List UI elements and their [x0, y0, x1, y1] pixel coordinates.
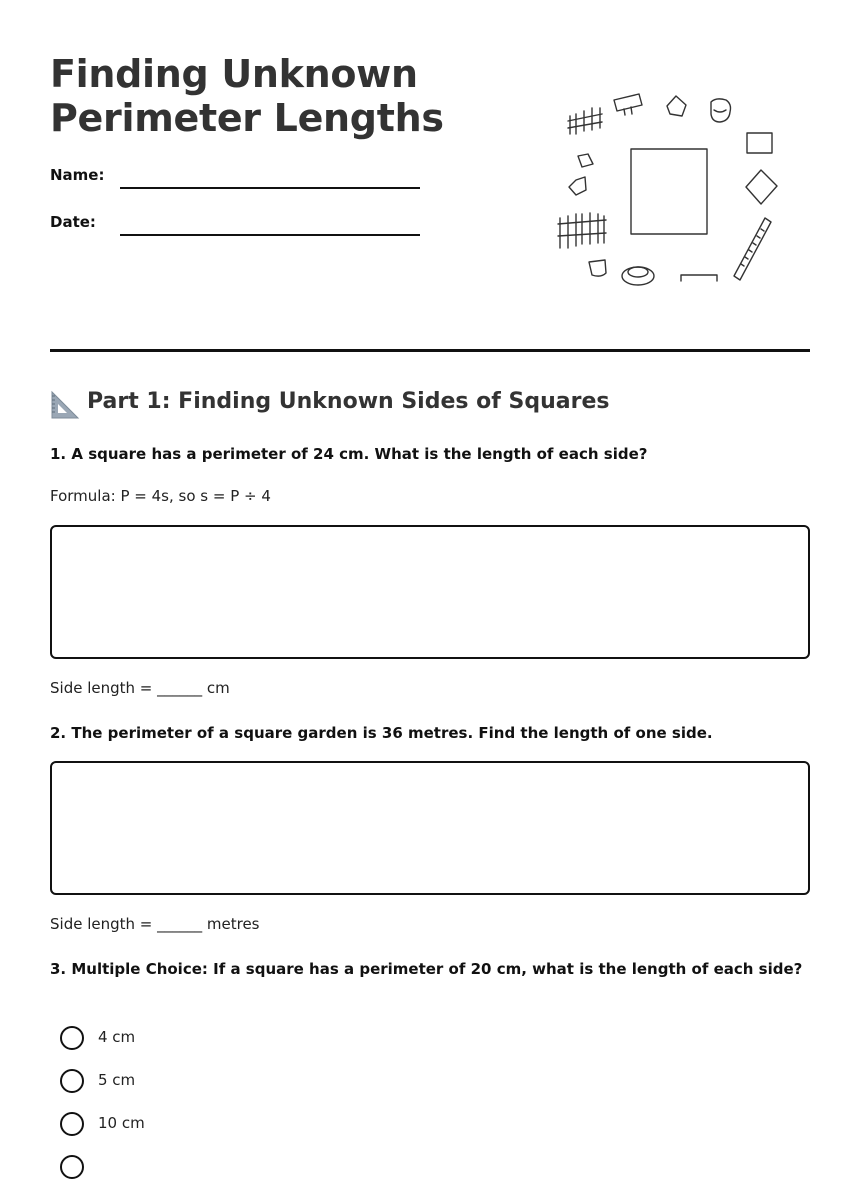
- set-square-icon: [50, 390, 80, 420]
- question-3-text: 3. Multiple Choice: If a square has a perimeter of 20 cm, what is the length of each side?: [50, 960, 803, 978]
- header-divider: [50, 349, 810, 352]
- bowl-icon: [622, 267, 654, 285]
- date-field[interactable]: [50, 207, 430, 237]
- pentagon-shape: [667, 96, 686, 116]
- cup-icon: [589, 260, 606, 276]
- small-parallelogram-shape: [578, 154, 593, 167]
- name-label: Name:: [50, 166, 105, 184]
- title-line-1: Finding Unknown: [50, 52, 418, 96]
- question-3-option-a[interactable]: [60, 1026, 360, 1052]
- question-3-option-b[interactable]: [60, 1069, 360, 1095]
- small-square-shape: [747, 133, 772, 153]
- question-3-option-c[interactable]: [60, 1112, 360, 1138]
- option-label: 5 cm: [98, 1071, 136, 1089]
- bench-icon: [681, 275, 717, 281]
- ruler-icon: [734, 218, 771, 280]
- question-1-answer-box[interactable]: [50, 525, 810, 659]
- right-diamond-shape: [746, 170, 777, 204]
- sign-board-icon: [614, 94, 642, 115]
- small-fence-icon: [568, 108, 602, 134]
- jar-icon: [711, 99, 731, 122]
- name-field[interactable]: [50, 160, 430, 190]
- section-1-title: Part 1: Finding Unknown Sides of Squares: [87, 389, 610, 414]
- question-2-answer-line: Side length = ______ metres: [50, 915, 260, 933]
- question-2-text: 2. The perimeter of a square garden is 36 metres. Find the length of one side.: [50, 724, 713, 742]
- center-square-shape: [631, 149, 707, 234]
- question-1-answer-line: Side length = ______ cm: [50, 679, 230, 697]
- question-1-formula: Formula: P = 4s, so s = P ÷ 4: [50, 487, 271, 505]
- perimeter-objects-illustration: [548, 88, 788, 298]
- radio-button[interactable]: [60, 1026, 84, 1050]
- question-2-answer-box[interactable]: [50, 761, 810, 895]
- title-line-2: Perimeter Lengths: [50, 96, 444, 140]
- radio-button[interactable]: [60, 1069, 84, 1093]
- radio-button[interactable]: [60, 1155, 84, 1179]
- big-fence-icon: [558, 213, 606, 248]
- question-3-option-d-partial[interactable]: [60, 1155, 360, 1181]
- option-label: 10 cm: [98, 1114, 145, 1132]
- name-write-line[interactable]: [120, 187, 420, 189]
- question-1-text: 1. A square has a perimeter of 24 cm. What is the length of each side?: [50, 445, 648, 463]
- option-label: 4 cm: [98, 1028, 136, 1046]
- worksheet-title: [50, 52, 444, 140]
- date-write-line[interactable]: [120, 234, 420, 236]
- radio-button[interactable]: [60, 1112, 84, 1136]
- left-diamond-shape: [569, 177, 586, 195]
- date-label: Date:: [50, 213, 96, 231]
